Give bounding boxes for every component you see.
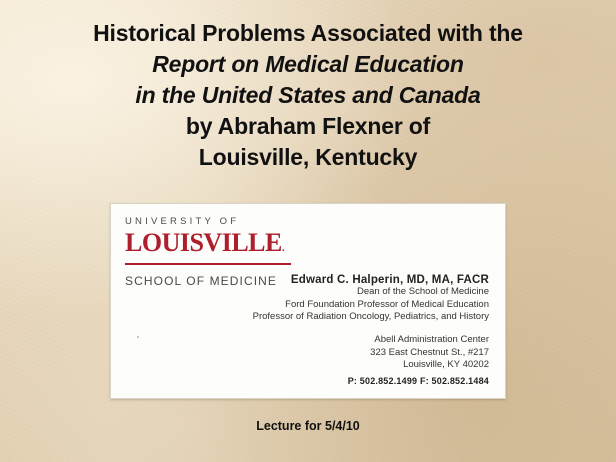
address-line-1: Abell Administration Center — [374, 334, 489, 345]
logo-school-of-medicine-text: SCHOOL OF MEDICINE — [125, 274, 278, 288]
page-title — [0, 18, 616, 173]
title-line-4: by Abraham Flexner of — [185, 113, 431, 139]
card-address-block — [229, 334, 489, 372]
title-line-3: in the United States and Canada — [135, 82, 481, 108]
person-title-3: Professor of Radiation Oncology, Pediatrics, and History — [252, 311, 489, 322]
logo-louisville-wordmark — [125, 229, 305, 262]
lecture-date-note: Lecture for 5/4/10 — [256, 419, 360, 433]
title-line-2: Report on Medical Education — [152, 51, 464, 77]
registered-mark-icon: . — [281, 242, 285, 254]
card-phone-numbers: P: 502.852.1499 F: 502.852.1484 — [347, 376, 489, 386]
logo-divider — [125, 263, 291, 265]
address-line-2: 323 East Chestnut St., #217 — [370, 346, 489, 358]
card-speck — [137, 336, 139, 338]
person-title-1: Dean of the School of Medicine — [356, 286, 489, 297]
title-line-5: Louisville, Kentucky — [198, 144, 418, 170]
business-card-image — [110, 203, 506, 399]
person-title-2: Ford Foundation Professor of Medical Education — [285, 298, 489, 310]
person-name: Edward C. Halperin, MD, MA, FACR — [290, 274, 489, 286]
card-person-block — [179, 274, 489, 324]
address-line-3: Louisville, KY 40202 — [403, 359, 489, 370]
logo-university-of-text: UNIVERSITY OF — [125, 216, 240, 227]
title-line-1: Historical Problems Associated with the — [93, 20, 523, 46]
logo-louisville-text: LOUISVILLE — [125, 228, 282, 257]
